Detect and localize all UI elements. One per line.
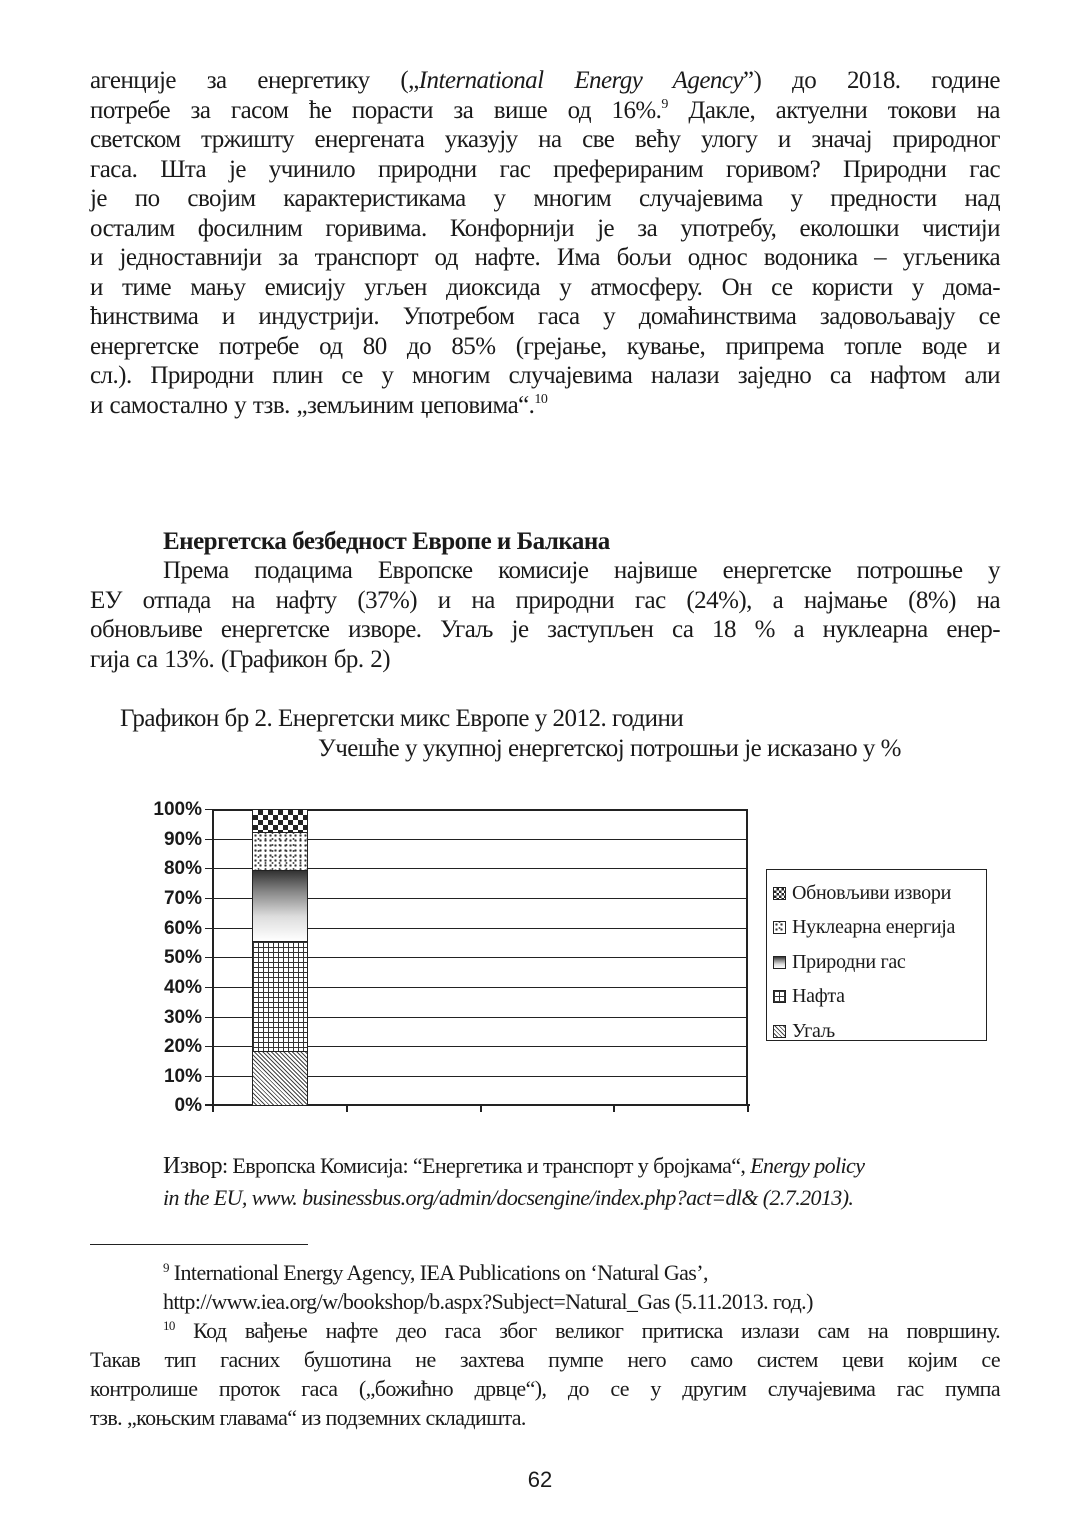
bar-segment-natural-gas: [252, 870, 308, 942]
grid-swatch-icon: [773, 990, 786, 1003]
bar-segment-nuclear: [252, 832, 308, 871]
figure-caption-subtitle: Учешће у укупној енергетској потрошњи је исказано у %: [318, 735, 901, 762]
y-tick-label: 60%: [163, 918, 202, 939]
legend-label: Природни гас: [792, 950, 906, 973]
gridline: [205, 839, 748, 840]
text-line: енергетске потребе од 80 до 85% (грејање, кување, припрема топле воде и: [90, 332, 1000, 360]
text-line: обновљиве енергетске изворе. Угаљ је заступљен са 18 % а нуклеарна енер-: [90, 616, 1000, 643]
text-line: гија са 13%. (Графикон бр. 2): [90, 645, 390, 673]
page-number: 62: [527, 1467, 553, 1492]
text-line: и једноставнији за транспорт од нафте. Има бољи однос водоника – угљеника: [90, 244, 1000, 271]
y-tick-label: 30%: [163, 1007, 202, 1028]
y-tick-label: 20%: [163, 1036, 202, 1057]
text-line: сл.). Природни плин се у многим случајевима налази заједно са нафтом али: [90, 362, 1000, 389]
x-tick: [212, 1104, 214, 1112]
source-link[interactable]: , www. businessbus.org/admin/docsengine/index.php?act=dl& (2.7.2013).: [241, 1185, 854, 1210]
gridline: [205, 957, 748, 958]
gridline: [205, 809, 748, 810]
text-line: и тиме мању емисију угљен диоксида у атмосферу. Он се користи у дома-: [90, 273, 1000, 301]
footnote-10: [90, 1316, 1000, 1432]
gridline: [205, 928, 748, 929]
text-line: осталим фосилним горивима. Конфорнији је за употребу, еколошки чистији: [90, 214, 1000, 242]
y-tick-label: 70%: [163, 888, 202, 909]
legend-item-natural-gas: [773, 945, 986, 980]
y-tick-label: 100%: [153, 799, 202, 820]
text-line: ЕУ отпада на нафту (37%) и на природни гас (24%), а најмање (8%) на: [90, 586, 1000, 614]
checkerboard-swatch-icon: [773, 887, 786, 900]
text-line: светском тржишту енергената указују на све већу улогу и значај природног: [90, 126, 1000, 153]
x-tick: [747, 1104, 749, 1112]
body-paragraph-1: [90, 66, 1000, 420]
chart-legend: [766, 869, 987, 1041]
y-tick-label: 0%: [174, 1095, 202, 1116]
x-tick: [480, 1104, 482, 1112]
text-line: Такав тип гасних бушотина не захтева пумпе него само систем цеви којим се: [90, 1347, 1000, 1372]
text-line: агенције за енергетику („International Energy Agency”) до 2018. године: [90, 67, 1000, 94]
figure-source: [163, 1150, 1003, 1214]
legend-label: Нафта: [792, 985, 845, 1008]
source-italic: in the EU: [163, 1185, 242, 1210]
body-paragraph-2: [90, 556, 1000, 674]
y-tick-label: 40%: [163, 977, 202, 998]
bar-segment-renewables: [252, 809, 308, 833]
text-line: гаса. Шта је учинило природни гас преферираним горивом? Природни гас: [90, 155, 1000, 183]
text-line: је по својим карактеристикама у многим случајевима у предности над: [90, 185, 1000, 212]
source-italic: Energy policy: [750, 1153, 865, 1178]
gridline: [205, 1046, 748, 1047]
legend-item-oil: [773, 980, 986, 1015]
footnote-ref-10[interactable]: 10: [534, 391, 548, 407]
legend-item-renewables: [773, 876, 986, 911]
footnote-9: [90, 1258, 1000, 1316]
footnote-ref-9[interactable]: 9: [661, 96, 668, 112]
text-line: ћинствима и индустрији. Употребом гаса у домаћинствима задовољавају се: [90, 303, 1000, 330]
legend-label: Обновљиви извори: [792, 881, 951, 904]
gridline: [205, 898, 748, 899]
gradient-swatch-icon: [773, 956, 786, 969]
source-label: Извор: [163, 1153, 222, 1179]
x-tick: [346, 1104, 348, 1112]
text-line: потребе за гасом ће порасти за више од 16%.$^9$ Дакле, актуелни токови на: [90, 96, 1000, 124]
gridline: [205, 868, 748, 869]
plot-area: [212, 809, 748, 1106]
section-heading: Енергетска безбедност Европе и Балкана: [163, 528, 610, 555]
text-line: и самостално у тзв. „земљиним џеповима“.$^{10}$: [90, 391, 548, 419]
bar-segment-coal: [252, 1051, 308, 1106]
y-tick-label: 50%: [163, 947, 202, 968]
bar-segment-oil: [252, 941, 308, 1052]
footnotes: [90, 1258, 1000, 1432]
source-text: : Европска Комисија: “Енергетика и транспорт у бројкама“,: [221, 1153, 751, 1178]
y-tick-label: 80%: [163, 858, 202, 879]
gridline: [205, 1017, 748, 1018]
gridline: [205, 1076, 748, 1077]
gridline: [205, 987, 748, 988]
footnote-link[interactable]: http://www.iea.org/w/bookshop/b.aspx?Subject=Natural_Gas (5.11.2013. год.): [163, 1289, 813, 1314]
text-line: $^{10}$ Код вађење нафте део гаса због великог притиска излази сам на површину.: [163, 1318, 1000, 1343]
legend-label: Угаљ: [792, 1019, 835, 1042]
footnote-separator: [90, 1244, 308, 1245]
legend-label: Нуклеарна енергија: [792, 916, 956, 939]
legend-item-coal: [773, 1014, 986, 1049]
y-tick-label: 10%: [163, 1066, 202, 1087]
hatch-swatch-icon: [773, 1025, 786, 1038]
figure-caption-title: Графикон бр 2. Енергетски микс Европе у 2012. години: [120, 705, 684, 732]
text-line: Према подацима Европске комисије највише енергетске потрошње у: [163, 557, 1000, 584]
dots-swatch-icon: [773, 921, 786, 934]
text-line: тзв. „коњским главама“ из подземних складишта.: [90, 1405, 526, 1430]
text-line: $^9$ International Energy Agency, IEA Publications on ‘Natural Gas’,: [163, 1260, 708, 1285]
legend-item-nuclear: [773, 911, 986, 946]
text-line: контролише проток гаса („божићно дрвце“), до се у другим случајевима гас пумпа: [90, 1376, 1000, 1401]
x-axis: [205, 1104, 750, 1106]
x-tick: [613, 1104, 615, 1112]
y-tick-label: 90%: [163, 829, 202, 850]
